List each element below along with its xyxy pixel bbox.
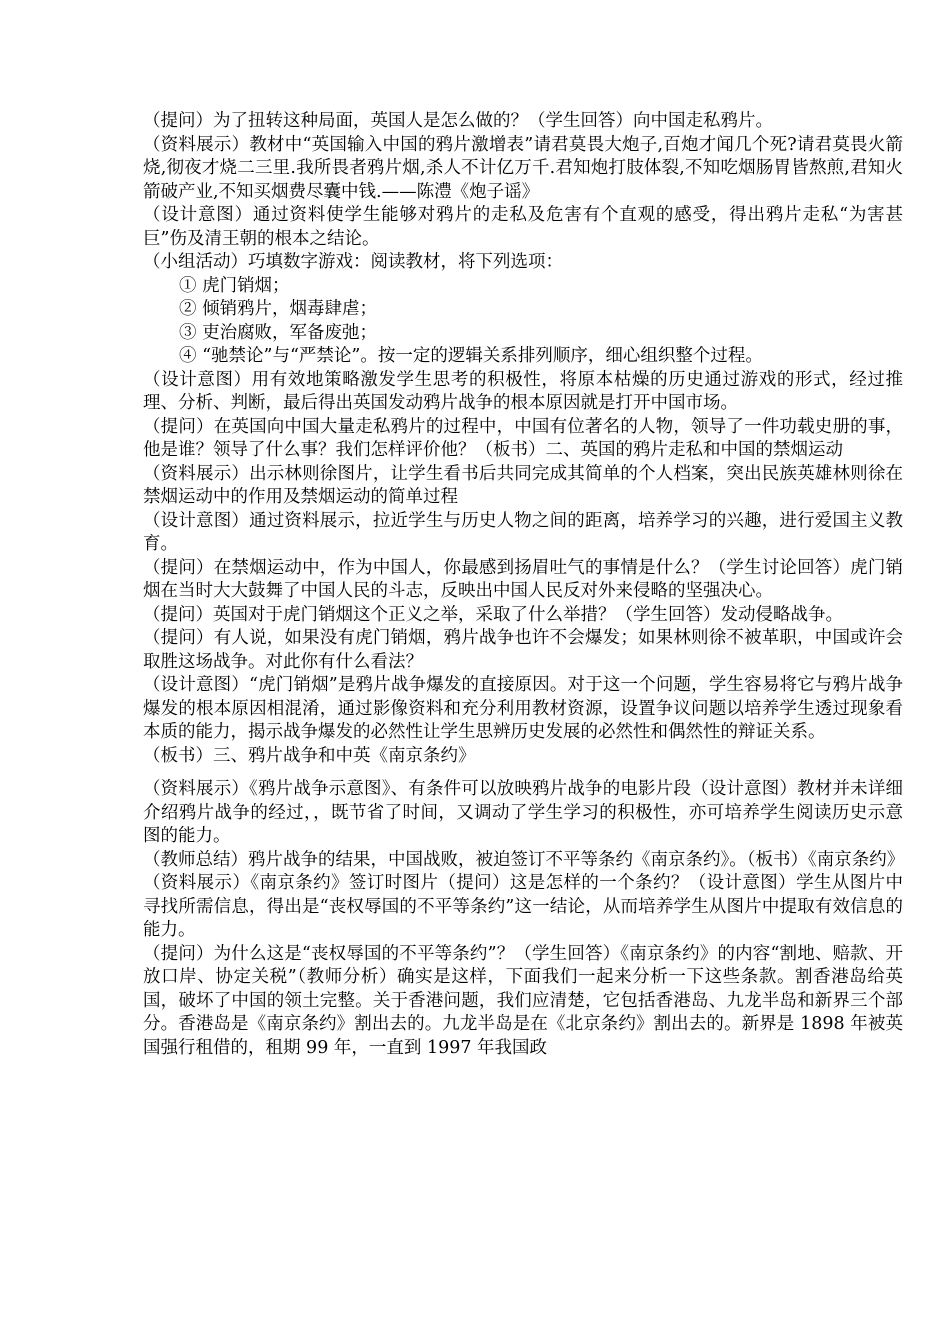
document-body <box>143 110 903 1060</box>
paragraph-board-heading-3: （板书）三、鸦片战争和中英《南京条约》 <box>143 745 476 766</box>
paragraph-design-intent-4: （设计意图）“虎门销烟”是鸦片战争爆发的直接原因。对于这一个问题，学生容易将它与鸦片战争爆发的根本原因相混淆，通过影像资料和充分利用教材资源，设置争议问题以培养学生透过现象看本质的能力，揭示战争爆发的必然性让学生思辨历史发展的必然性和偶然性的辩证关系。 <box>143 675 903 742</box>
paragraph-material-lin: （资料展示）出示林则徐图片，让学生看书后共同完成其简单的个人档案，突出民族英雄林则徐在禁烟运动中的作用及禁烟运动的简单过程 <box>143 463 903 507</box>
paragraph-question-6: （提问）为什么这是“丧权辱国的不平等条约”？（学生回答）《南京条约》的内容“割地、赔款、开放口岸、协定关税”（教师分析）确实是这样，下面我们一起来分析一下这些条款。割香港岛给英国，破坏了中国的领土完整。关于香港问题，我们应清楚，它包括香港岛、九龙半岛和新界三个部分。香港岛是《南京条约》割出去的。九龙半岛是在《北京条约》割出去的。新界是 1898 年被英国强行租借的，租期 99 年，一直到 1997 年我国政 <box>143 943 903 1058</box>
paragraph-question-2: （提问）在英国向中国大量走私鸦片的过程中，中国有位著名的人物，领导了一件功载史册的事，他是谁？领导了什么事？我们怎样评价他？（板书）二、英国的鸦片走私和中国的禁烟运动 <box>143 416 903 460</box>
paragraph-question-4: （提问）英国对于虎门销烟这个正义之举，采取了什么举措？（学生回答）发动侵略战争。 <box>143 604 843 625</box>
paragraph-design-intent-2: （设计意图）用有效地策略激发学生思考的积极性，将原本枯燥的历史通过游戏的形式，经过推理、分析、判断，最后得出英国发动鸦片战争的根本原因就是打开中国市场。 <box>143 369 903 413</box>
paragraph-design-intent-1: （设计意图）通过资料使学生能够对鸦片的走私及危害有个直观的感受，得出鸦片走私“为害甚巨”伤及清王朝的根本之结论。 <box>143 205 903 249</box>
list-item: ④ “驰禁论”与“严禁论”。按一定的逻辑关系排列顺序，细心组织整个过程。 <box>179 346 763 366</box>
list-item: ① 虎门销烟； <box>179 275 290 296</box>
paragraph-group-activity: （小组活动）巧填数字游戏：阅读教材，将下列选项： <box>143 252 563 272</box>
paragraph-material-treaty: （资料展示）《南京条约》签订时图片（提问）这是怎样的一个条约？（设计意图）学生从图片中寻找所需信息，得出是“丧权辱国的不平等条约”这一结论，从而培养学生从图片中提取有效信息的能力。 <box>143 873 903 940</box>
paragraph-material-poem: （资料展示）教材中“英国输入中国的鸦片激增表”请君莫畏大炮子,百炮才闻几个死?请君莫畏火箭烧,彻夜才烧二三里.我所畏者鸦片烟,杀人不计亿万千.君知炮打肢体裂,不知吃烟肠胃皆熬煎,君知火箭破产业,不知买烟费尽囊中钱.——陈澧《炮子谣》 <box>143 134 903 202</box>
list-item: ② 倾销鸦片，烟毒肆虐； <box>179 299 378 319</box>
paragraph-material-map: （资料展示）《鸦片战争示意图》、有条件可以放映鸦片战争的电影片段（设计意图）教材并未详细介绍鸦片战争的经过，，既节省了时间，又调动了学生学习的积极性，亦可培养学生阅读历史示意图的能力。 <box>143 779 903 846</box>
paragraph-design-intent-3: （设计意图）通过资料展示，拉近学生与历史人物之间的距离，培养学习的兴趣，进行爱国主义教育。 <box>143 510 903 554</box>
paragraph-question-5: （提问）有人说，如果没有虎门销烟，鸦片战争也许不会爆发；如果林则徐不被革职，中国或许会取胜这场战争。对此你有什么看法？ <box>143 628 903 672</box>
list-item: ③ 吏治腐败，军备废弛； <box>179 322 378 343</box>
paragraph-question-3: （提问）在禁烟运动中，作为中国人，你最感到扬眉吐气的事情是什么？（学生讨论回答）虎门销烟在当时大大鼓舞了中国人民的斗志，反映出中国人民反对外来侵略的坚强决心。 <box>143 557 903 601</box>
paragraph-teacher-summary: （教师总结）鸦片战争的结果，中国战败，被迫签订不平等条约《南京条约》。（板书）《南京条约》 <box>143 849 905 870</box>
paragraph-question-1: （提问）为了扭转这种局面，英国人是怎么做的？（学生回答）向中国走私鸦片。 <box>143 111 773 131</box>
